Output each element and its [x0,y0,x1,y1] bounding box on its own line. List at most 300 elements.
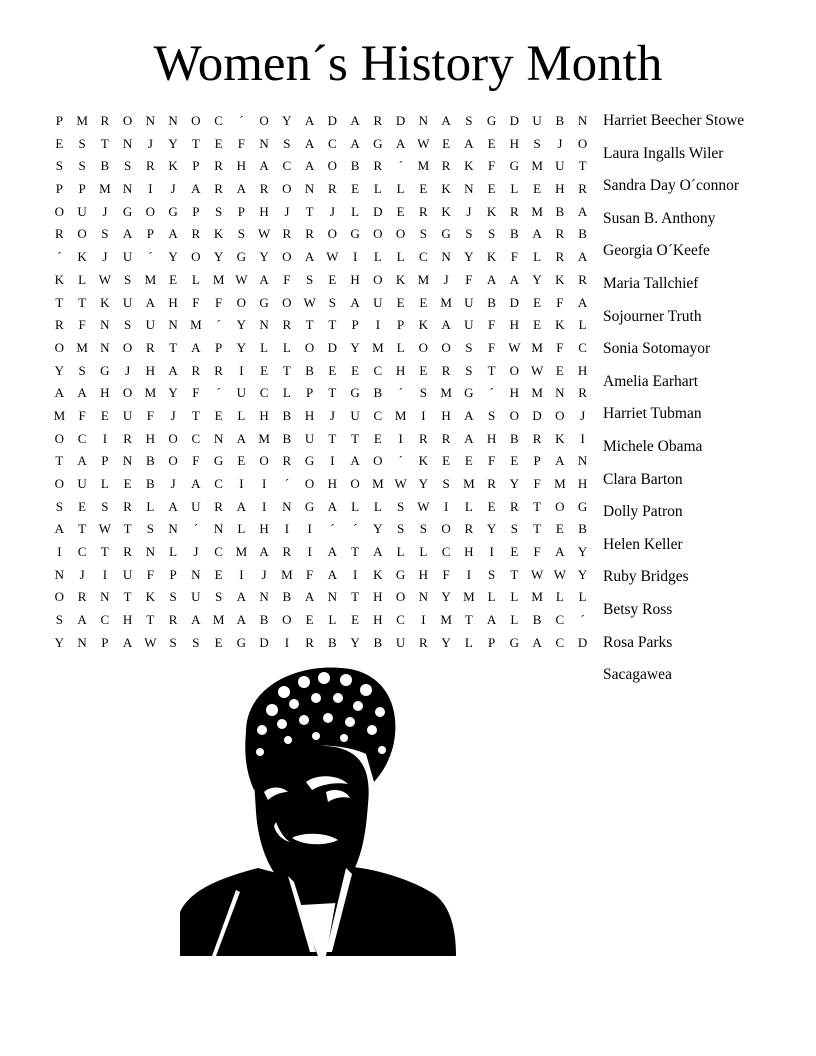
grid-letter: L [464,498,473,514]
grid-letter: F [556,339,564,355]
grid-letter: A [555,453,565,469]
grid-letter: L [351,498,360,514]
grid-letter: Y [168,385,178,401]
grid-letter: N [464,181,474,197]
grid-letter: G [350,226,360,242]
grid-row [48,564,594,587]
grid-letter: W [530,362,544,378]
grid-letter: ´ [57,249,62,265]
grid-letter: A [350,135,360,151]
grid-letter: J [125,362,131,378]
grid-row [48,450,594,473]
grid-letter: I [284,521,290,537]
grid-letter: I [330,453,335,469]
grid-letter: U [145,317,156,333]
grid-row [48,632,594,655]
grid-letter: C [328,135,337,151]
grid-letter: J [147,135,153,151]
grid-letter: ´ [580,612,585,628]
grid-letter: U [122,407,133,423]
grid-letter: E [396,203,405,219]
grid-letter: H [304,407,315,423]
grid-letter: S [419,385,427,401]
grid-letter: N [145,113,156,128]
grid-letter: M [417,158,430,174]
grid-letter: P [101,453,109,469]
word-list-item: Dolly Patron [603,503,683,521]
grid-letter: L [282,385,291,401]
grid-letter: F [488,339,496,355]
grid-letter: G [373,135,383,151]
grid-letter: J [79,566,85,582]
grid-letter: R [191,226,201,242]
grid-letter: K [213,226,224,242]
grid-letter: I [239,566,244,582]
grid-letter: U [122,249,133,265]
grid-letter: A [54,385,65,401]
grid-letter: R [191,362,201,378]
grid-letter: T [305,317,314,333]
grid-letter: K [486,249,497,265]
grid-letter: F [192,385,200,401]
grid-letter: F [215,294,223,310]
grid-letter: E [487,135,496,151]
grid-letter: T [305,203,314,219]
grid-letter: A [191,612,201,628]
grid-letter: E [169,271,178,287]
grid-letter: I [261,476,267,491]
grid-letter: J [102,203,108,219]
grid-letter: C [77,430,87,446]
grid-letter: F [192,453,200,469]
grid-row [48,292,594,315]
grid-letter: B [282,430,292,446]
grid-row [48,314,594,337]
grid-letter: F [442,566,450,582]
grid-letter: M [281,566,293,582]
grid-letter: S [397,498,405,514]
grid-letter: U [464,317,474,333]
grid-letter: N [168,317,178,333]
grid-letter: I [443,498,449,514]
grid-letter: H [577,476,588,491]
grid-letter: N [259,317,269,333]
grid-letter: E [214,634,223,650]
grid-letter: M [531,203,543,219]
grid-letter: W [257,226,271,242]
grid-letter: T [464,612,473,628]
grid-letter: A [464,430,474,446]
grid-letter: E [351,612,360,628]
grid-letter: U [122,566,133,582]
grid-letter: L [78,271,87,287]
grid-letter: L [396,544,405,560]
grid-letter: A [577,203,588,219]
word-list-item: Laura Ingalls Wiler [603,144,724,162]
grid-letter: R [487,476,496,491]
grid-letter: F [283,271,291,287]
grid-letter: R [578,385,587,401]
grid-letter: N [304,181,315,197]
grid-letter: H [168,294,178,310]
grid-letter: E [214,407,223,423]
grid-letter: E [442,135,451,151]
grid-letter: N [418,113,429,128]
grid-letter: F [488,453,496,469]
grid-letter: G [236,249,247,265]
grid-letter: B [282,589,292,605]
grid-letter: B [100,158,110,174]
grid-letter: ´ [148,249,153,265]
grid-letter: R [214,181,223,197]
grid-letter: H [100,385,110,401]
grid-letter: F [78,317,86,333]
grid-letter: S [124,271,132,287]
grid-letter: R [510,203,519,219]
grid-letter: C [578,339,587,355]
grid-letter: E [510,544,519,560]
grid-letter: S [283,135,291,151]
grid-letter: ´ [284,476,290,491]
grid-letter: M [440,294,452,310]
grid-letter: O [54,589,65,605]
grid-letter: F [465,271,473,287]
grid-letter: O [395,226,406,242]
grid-letter: A [122,634,133,650]
grid-letter: L [191,271,200,287]
grid-letter: O [145,203,156,219]
grid-letter: K [100,294,110,310]
grid-letter: A [350,113,360,128]
grid-letter: I [102,566,108,582]
grid-letter: R [123,430,132,446]
grid-letter: P [55,113,63,128]
grid-letter: O [282,181,292,197]
grid-letter: B [373,385,383,401]
word-list-item: Sandra Day O´connor [603,177,740,195]
grid-row [48,541,594,564]
grid-letter: F [533,476,541,491]
grid-letter: E [260,362,269,378]
grid-letter: ´ [398,158,403,174]
grid-letter: G [486,113,497,128]
grid-letter: J [443,271,449,287]
grid-letter: P [192,203,200,219]
grid-letter: Y [373,521,383,537]
grid-letter: Y [350,339,360,355]
grid-letter: M [212,271,225,287]
grid-letter: A [304,135,315,151]
grid-letter: H [486,430,497,446]
grid-letter: H [236,158,247,174]
grid-letter: R [214,158,223,174]
grid-letter: P [192,158,200,174]
grid-letter: C [214,476,223,491]
grid-row [48,496,594,519]
grid-letter: A [236,498,247,514]
grid-letter: H [509,135,520,151]
grid-letter: E [214,566,223,582]
grid-letter: C [419,249,428,265]
grid-letter: L [419,544,428,560]
grid-letter: Y [236,339,247,355]
grid-letter: K [145,589,156,605]
grid-letter: Y [259,249,269,265]
grid-letter: R [259,181,269,197]
grid-row [48,178,594,201]
grid-letter: G [464,385,474,401]
grid-letter: M [463,589,475,605]
grid-letter: T [78,521,87,537]
grid-letter: F [192,294,200,310]
grid-letter: I [352,566,358,582]
grid-letter: B [555,113,565,128]
grid-letter: W [303,294,316,310]
word-list-item: Betsy Ross [603,600,673,618]
grid-letter: A [350,453,360,469]
grid-letter: C [100,612,110,628]
grid-letter: R [373,113,383,128]
grid-letter: O [168,453,178,469]
grid-letter: T [487,362,496,378]
grid-letter: L [510,612,519,628]
grid-letter: B [350,158,360,174]
grid-letter: E [214,135,223,151]
grid-letter: J [329,407,335,423]
grid-letter: ´ [398,385,403,401]
grid-letter: U [464,294,474,310]
grid-row [48,110,594,133]
grid-letter: I [489,544,494,560]
grid-letter: H [373,589,383,605]
grid-letter: S [146,521,154,537]
grid-row [48,360,594,383]
grid-letter: T [55,453,64,469]
grid-letter: C [191,430,201,446]
grid-letter: I [102,430,108,446]
grid-letter: Y [213,249,224,265]
grid-letter: A [304,249,315,265]
grid-letter: H [373,612,383,628]
grid-letter: A [441,317,451,333]
grid-letter: G [259,294,269,310]
grid-letter: M [258,430,270,446]
grid-letter: P [237,203,245,219]
grid-letter: C [555,634,565,650]
grid-letter: Y [577,566,588,582]
grid-letter: H [464,544,474,560]
grid-letter: B [328,634,337,650]
grid-letter: D [509,294,520,310]
grid-letter: S [101,226,109,242]
grid-letter: B [146,476,155,491]
grid-letter: T [578,158,587,174]
grid-letter: Y [509,476,520,491]
grid-letter: M [531,339,543,355]
grid-letter: M [463,476,475,491]
grid-letter: M [212,612,225,628]
grid-letter: O [259,453,269,469]
grid-letter: H [327,476,338,491]
grid-letter: J [261,566,267,582]
grid-letter: A [532,226,542,242]
grid-letter: R [146,158,155,174]
word-list-item: Maria Tallchief [603,274,699,292]
grid-letter: A [191,476,201,491]
grid-letter: M [76,113,88,128]
grid-letter: S [78,362,86,378]
grid-row [48,473,594,496]
grid-letter: P [101,634,109,650]
grid-letter: C [373,362,383,378]
grid-letter: E [123,476,132,491]
grid-letter: B [578,521,587,537]
grid-letter: O [54,476,65,491]
grid-letter: N [191,566,201,582]
grid-letter: ´ [330,521,335,537]
grid-letter: P [488,634,496,650]
grid-letter: A [555,544,565,560]
grid-letter: O [122,339,133,355]
grid-letter: O [327,226,338,242]
grid-letter: T [351,589,360,605]
word-list-item: Ruby Bridges [603,568,689,586]
grid-letter: Y [350,634,360,650]
grid-letter: N [168,521,178,537]
grid-letter: L [487,589,496,605]
grid-letter: ´ [398,453,403,469]
grid-letter: K [441,203,451,219]
grid-letter: T [282,362,291,378]
grid-letter: S [510,521,518,537]
grid-letter: A [327,566,338,582]
grid-letter: E [328,271,337,287]
grid-letter: A [464,135,474,151]
grid-letter: L [169,544,178,560]
grid-letter: S [169,634,177,650]
grid-letter: J [580,407,586,423]
grid-letter: T [146,612,155,628]
grid-letter: E [533,317,542,333]
grid-letter: T [191,135,200,151]
grid-letter: H [509,385,520,401]
grid-letter: P [306,385,314,401]
grid-letter: F [488,158,496,174]
grid-letter: K [486,203,497,219]
grid-letter: N [555,385,565,401]
grid-row [48,609,594,632]
grid-letter: F [237,135,245,151]
grid-letter: S [465,362,473,378]
grid-letter: ´ [216,317,221,333]
grid-letter: C [282,158,292,174]
grid-letter: U [373,294,383,310]
grid-letter: D [327,339,338,355]
grid-letter: O [555,498,565,514]
grid-letter: E [100,407,109,423]
grid-row [48,269,594,292]
grid-letter: R [305,634,314,650]
grid-letter: G [395,566,406,582]
grid-letter: O [418,339,429,355]
grid-letter: O [54,203,65,219]
grid-letter: M [235,544,248,560]
grid-letter: S [465,113,473,128]
grid-letter: A [236,181,247,197]
grid-letter: F [146,566,154,582]
grid-letter: ´ [193,521,199,537]
grid-letter: N [282,498,292,514]
grid-letter: R [419,203,428,219]
grid-letter: U [350,407,360,423]
grid-letter: K [168,158,178,174]
grid-letter: R [123,498,132,514]
grid-letter: O [282,294,292,310]
grid-letter: A [532,634,542,650]
grid-letter: K [373,566,383,582]
grid-letter: E [55,135,64,151]
grid-letter: L [396,181,405,197]
grid-letter: K [555,430,565,446]
grid-letter: B [510,430,519,446]
grid-letter: H [145,430,156,446]
grid-letter: S [419,226,427,242]
grid-letter: A [236,430,247,446]
grid-letter: Y [168,249,178,265]
grid-letter: W [417,498,430,514]
grid-row [48,518,594,541]
grid-letter: R [282,544,292,560]
grid-letter: B [373,634,383,650]
grid-letter: P [146,226,154,242]
grid-letter: D [259,634,269,650]
grid-letter: N [100,317,110,333]
grid-letter: B [487,294,496,310]
grid-letter: N [259,589,269,605]
grid-letter: B [146,453,155,469]
grid-letter: T [533,521,542,537]
grid-letter: U [532,113,542,128]
grid-letter: M [531,589,543,605]
grid-letter: J [102,249,108,265]
grid-letter: K [418,453,429,469]
grid-letter: I [580,430,585,446]
word-list-item: Amelia Earhart [603,372,699,390]
grid-letter: T [169,339,178,355]
grid-letter: L [464,634,473,650]
grid-letter: F [146,407,154,423]
grid-letter: T [351,430,360,446]
grid-letter: R [282,453,292,469]
grid-letter: R [214,362,223,378]
grid-letter: J [329,203,335,219]
grid-letter: Y [54,362,65,378]
grid-letter: O [373,453,383,469]
grid-letter: N [259,135,269,151]
grid-letter: E [555,521,564,537]
grid-letter: W [98,521,112,537]
grid-letter: U [395,634,406,650]
grid-letter: K [395,271,406,287]
grid-row [48,382,594,405]
grid-letter: Y [464,249,474,265]
grid-letter: H [145,362,156,378]
grid-letter: O [259,113,269,128]
grid-letter: E [487,498,496,514]
grid-letter: L [237,407,246,423]
word-list [603,108,744,695]
grid-letter: A [77,453,87,469]
